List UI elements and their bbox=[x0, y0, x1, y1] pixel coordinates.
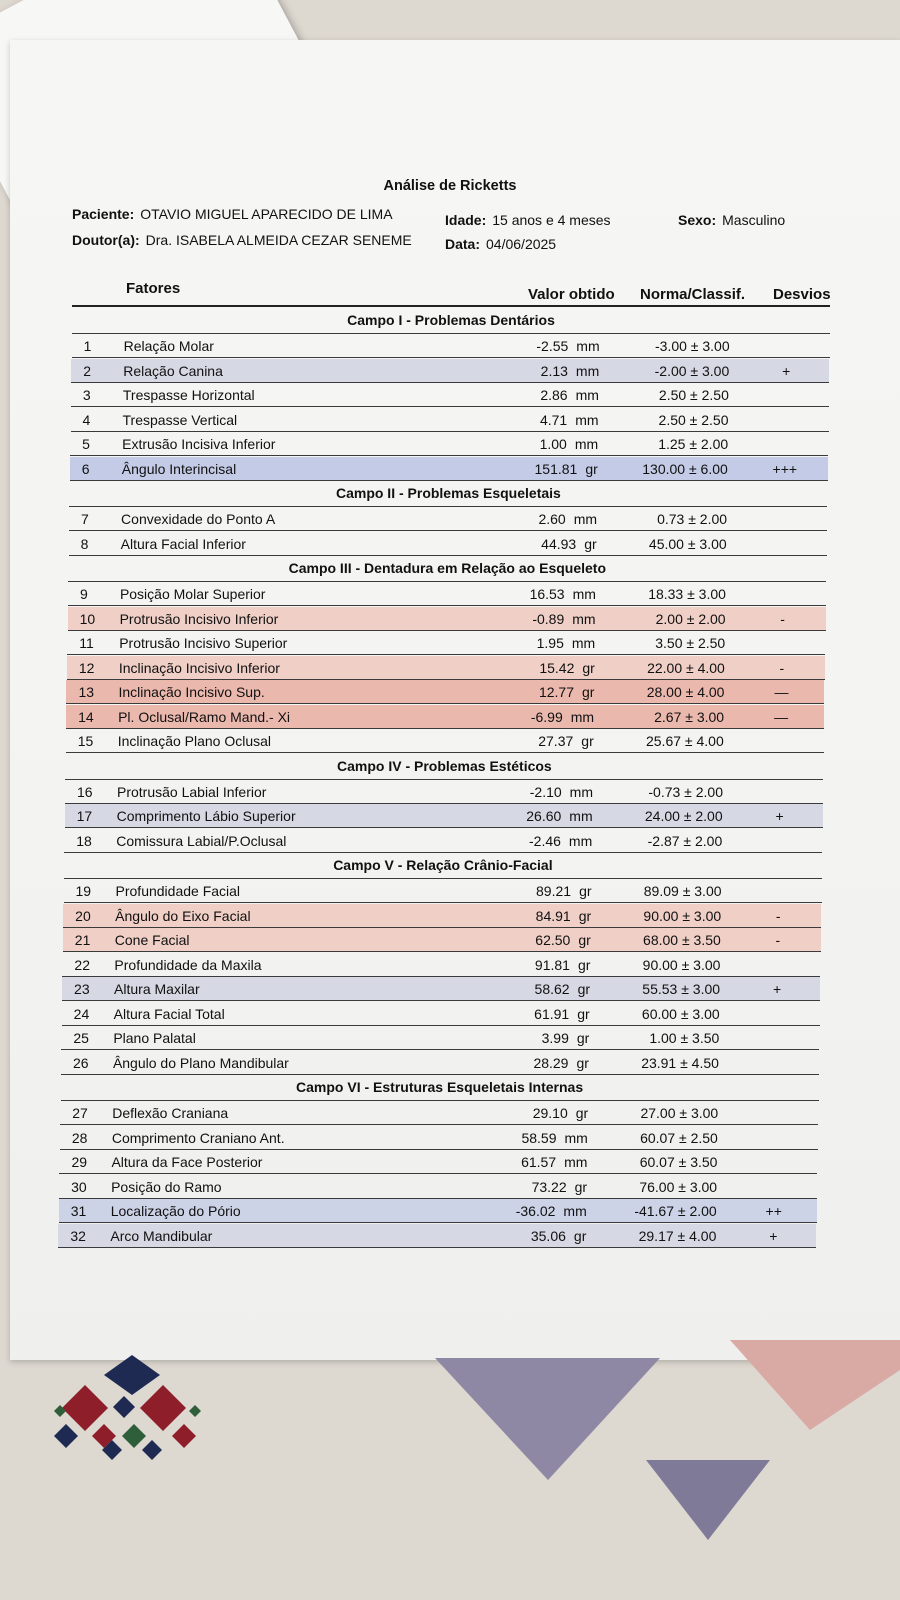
table-row bbox=[59, 1199, 817, 1223]
row-number: 3 bbox=[82, 387, 91, 403]
measured-value bbox=[535, 461, 598, 477]
row-number: 11 bbox=[79, 635, 94, 651]
norm-value: 90.00 ± 3.00 bbox=[643, 907, 722, 924]
row-number: 25 bbox=[73, 1030, 89, 1046]
value-number: 89.21 bbox=[536, 883, 572, 899]
table-row bbox=[64, 829, 822, 853]
value-unit: mm bbox=[573, 511, 598, 527]
patient-name: OTAVIO MIGUEL APARECIDO DE LIMA bbox=[140, 206, 393, 222]
value-number: 28.29 bbox=[533, 1054, 569, 1071]
section-title: Campo VI - Estruturas Esqueletais Internas bbox=[61, 1075, 819, 1101]
section-title: Campo I - Problemas Dentários bbox=[72, 308, 830, 334]
value-number: 27.37 bbox=[538, 733, 574, 749]
table-row bbox=[61, 1026, 819, 1050]
diamond-shape bbox=[104, 1355, 160, 1395]
value-unit: gr bbox=[577, 981, 591, 997]
measured-value bbox=[542, 1030, 590, 1046]
measured-value bbox=[540, 387, 599, 403]
factor-name: Altura Maxilar bbox=[114, 981, 200, 997]
value-unit: gr bbox=[576, 1054, 589, 1071]
factor-name: Localização do Pório bbox=[110, 1203, 241, 1219]
deviation-mark: — bbox=[774, 708, 789, 725]
deviation-mark: + bbox=[772, 981, 782, 997]
norm-value: 29.17 ± 4.00 bbox=[638, 1227, 717, 1244]
factor-name: Ângulo do Plano Mandibular bbox=[112, 1054, 289, 1071]
norm-value: 60.07 ± 3.50 bbox=[639, 1154, 718, 1170]
row-number: 21 bbox=[74, 932, 91, 948]
row-number: 22 bbox=[74, 956, 90, 973]
factor-name: Cone Facial bbox=[114, 932, 190, 948]
measured-value bbox=[539, 660, 595, 676]
value-number: 91.81 bbox=[534, 956, 570, 973]
value-number: 2.13 bbox=[540, 362, 568, 379]
value-unit: mm bbox=[569, 783, 593, 800]
deviation-mark: — bbox=[774, 684, 789, 700]
value-unit: gr bbox=[585, 460, 598, 477]
report-title: Análise de Ricketts bbox=[383, 178, 517, 194]
measured-value bbox=[530, 784, 593, 800]
value-unit: gr bbox=[575, 1105, 589, 1121]
table-row bbox=[65, 804, 823, 828]
value-number: -2.55 bbox=[536, 338, 569, 354]
value-unit: mm bbox=[572, 610, 596, 627]
measured-value bbox=[516, 1203, 587, 1219]
measured-value bbox=[521, 1154, 587, 1170]
row-number: 31 bbox=[70, 1203, 87, 1219]
row-number: 9 bbox=[79, 586, 88, 602]
factor-name: Altura da Face Posterior bbox=[111, 1154, 263, 1170]
row-number: 8 bbox=[80, 535, 89, 552]
norm-value: 2.67 ± 3.00 bbox=[654, 708, 725, 725]
deviation-mark: - bbox=[780, 610, 785, 627]
norm-value: 23.91 ± 4.50 bbox=[641, 1054, 719, 1071]
table-row bbox=[72, 334, 830, 358]
factor-name: Protrusão Labial Inferior bbox=[117, 783, 267, 800]
table-row bbox=[60, 1126, 818, 1150]
row-number: 1 bbox=[83, 338, 92, 354]
norm-value: 68.00 ± 3.50 bbox=[643, 932, 721, 948]
norm-value: 1.00 ± 3.50 bbox=[649, 1030, 720, 1046]
doctor-label: Doutor(a): bbox=[72, 232, 140, 248]
value-unit: gr bbox=[574, 1178, 588, 1195]
value-unit: gr bbox=[577, 956, 591, 973]
value-number: 84.91 bbox=[535, 907, 571, 924]
value-unit: mm bbox=[570, 708, 595, 725]
row-number: 29 bbox=[71, 1154, 88, 1170]
factor-name: Comprimento Lábio Superior bbox=[116, 808, 296, 824]
value-unit: gr bbox=[582, 684, 595, 700]
value-unit: mm bbox=[569, 808, 593, 824]
table-row bbox=[59, 1175, 817, 1199]
factor-name: Inclinação Incisivo Inferior bbox=[118, 659, 280, 676]
table-row bbox=[68, 582, 826, 606]
value-number: 16.53 bbox=[529, 586, 565, 602]
triangle-shape bbox=[730, 1340, 900, 1430]
row-number: 15 bbox=[77, 733, 94, 749]
value-unit: gr bbox=[582, 659, 595, 676]
row-number: 26 bbox=[72, 1054, 89, 1071]
age-label: Idade: bbox=[445, 212, 487, 228]
value-unit: mm bbox=[575, 387, 599, 403]
table-row bbox=[62, 953, 820, 977]
value-unit: mm bbox=[572, 586, 596, 602]
factor-name: Deflexão Craniana bbox=[112, 1105, 229, 1121]
measured-value bbox=[539, 684, 595, 700]
row-number: 20 bbox=[75, 907, 91, 924]
norm-value: 27.00 ± 3.00 bbox=[640, 1105, 719, 1121]
value-number: -36.02 bbox=[515, 1203, 556, 1219]
row-number: 24 bbox=[73, 1005, 90, 1022]
value-number: 2.86 bbox=[540, 387, 568, 403]
norm-value: 90.00 ± 3.00 bbox=[642, 956, 721, 973]
row-number: 32 bbox=[70, 1227, 86, 1244]
value-number: 3.99 bbox=[541, 1030, 569, 1046]
factor-name: Trespasse Vertical bbox=[122, 411, 238, 428]
table-row bbox=[69, 532, 827, 556]
diamond-shape bbox=[113, 1396, 135, 1418]
measured-value bbox=[529, 833, 592, 849]
norm-value: 25.67 ± 4.00 bbox=[645, 733, 724, 749]
value-unit: mm bbox=[575, 362, 600, 379]
section-title: Campo V - Relação Crânio-Facial bbox=[64, 853, 822, 879]
section-title: Campo III - Dentadura em Relação ao Esqueleto bbox=[68, 556, 826, 582]
deviation-mark: - bbox=[779, 659, 785, 676]
value-unit: mm bbox=[564, 1154, 588, 1170]
measured-value bbox=[531, 1228, 587, 1244]
value-unit: mm bbox=[564, 1129, 588, 1146]
value-unit: gr bbox=[578, 907, 592, 924]
measured-value bbox=[541, 363, 600, 379]
deviation-mark: + bbox=[775, 808, 784, 824]
table-row bbox=[67, 631, 825, 655]
table-row bbox=[63, 928, 821, 952]
table-row bbox=[68, 607, 826, 631]
table-row bbox=[59, 1150, 817, 1174]
value-number: -6.99 bbox=[530, 708, 563, 725]
value-unit: gr bbox=[573, 1227, 587, 1244]
diamond-shape bbox=[172, 1424, 196, 1448]
factor-name: Relação Molar bbox=[123, 338, 214, 354]
table-row bbox=[66, 680, 824, 704]
section-title: Campo IV - Problemas Estéticos bbox=[65, 754, 823, 780]
norm-value: 45.00 ± 3.00 bbox=[648, 535, 727, 552]
measured-value bbox=[541, 536, 597, 552]
background-pattern bbox=[0, 1340, 900, 1600]
deviation-mark: ++ bbox=[765, 1203, 782, 1219]
value-number: -2.10 bbox=[529, 783, 562, 800]
triangle-shape bbox=[435, 1358, 660, 1480]
factor-name: Protrusão Incisivo Inferior bbox=[119, 610, 279, 627]
measured-value bbox=[537, 635, 596, 651]
value-unit: gr bbox=[584, 535, 597, 552]
factor-name: Inclinação Plano Oclusal bbox=[117, 733, 272, 749]
factor-name: Profundidade Facial bbox=[115, 883, 241, 899]
norm-value: 3.50 ± 2.50 bbox=[655, 635, 726, 651]
norm-value: 2.50 ± 2.50 bbox=[658, 387, 729, 403]
value-unit: gr bbox=[577, 1005, 590, 1022]
factor-name: Convexidade do Ponto A bbox=[121, 511, 276, 527]
value-number: 44.93 bbox=[541, 535, 577, 552]
row-number: 30 bbox=[71, 1178, 87, 1195]
measured-value bbox=[535, 957, 591, 973]
value-number: 15.42 bbox=[539, 659, 575, 676]
measured-value bbox=[526, 808, 592, 824]
norm-value: 24.00 ± 2.00 bbox=[644, 808, 723, 824]
value-number: -0.89 bbox=[532, 610, 565, 627]
value-number: 58.62 bbox=[534, 981, 570, 997]
measured-value bbox=[532, 611, 595, 627]
norm-value: 89.09 ± 3.00 bbox=[643, 883, 722, 899]
value-number: 61.91 bbox=[534, 1005, 570, 1022]
value-unit: mm bbox=[574, 436, 599, 452]
measured-value bbox=[532, 1179, 588, 1195]
value-unit: mm bbox=[568, 832, 593, 849]
table-row bbox=[66, 729, 824, 753]
norm-value: -3.00 ± 3.00 bbox=[655, 338, 730, 354]
value-number: 29.10 bbox=[532, 1105, 568, 1121]
row-number: 13 bbox=[78, 684, 95, 700]
factor-name: Ângulo do Eixo Facial bbox=[115, 907, 251, 924]
value-number: 4.71 bbox=[539, 411, 568, 428]
factor-name: Plano Palatal bbox=[113, 1030, 196, 1046]
factor-name: Altura Facial Inferior bbox=[120, 535, 246, 552]
row-number: 14 bbox=[78, 708, 94, 725]
norm-value: 22.00 ± 4.00 bbox=[647, 659, 725, 676]
factor-name: Comissura Labial/P.Oclusal bbox=[116, 832, 287, 849]
measured-value bbox=[535, 981, 591, 997]
doctor-name: Dra. ISABELA ALMEIDA CEZAR SENEME bbox=[145, 232, 412, 248]
row-number: 19 bbox=[75, 883, 92, 899]
table-row bbox=[65, 780, 823, 804]
value-number: 58.59 bbox=[521, 1129, 557, 1146]
factor-name: Profundidade da Maxila bbox=[114, 956, 262, 973]
value-unit: mm bbox=[571, 635, 596, 651]
measured-value bbox=[536, 908, 592, 924]
row-number: 23 bbox=[74, 981, 90, 997]
table-row bbox=[60, 1101, 818, 1125]
measured-value bbox=[521, 1130, 587, 1146]
deviation-mark: + bbox=[782, 362, 791, 379]
row-number: 17 bbox=[76, 808, 93, 824]
value-unit: mm bbox=[563, 1203, 587, 1219]
table-row bbox=[64, 879, 822, 903]
measured-value bbox=[531, 709, 594, 725]
table-row bbox=[61, 1051, 819, 1075]
value-number: 35.06 bbox=[530, 1227, 566, 1244]
table-row bbox=[67, 656, 825, 680]
value-number: 1.95 bbox=[536, 635, 564, 651]
value-unit: gr bbox=[578, 932, 591, 948]
diamond-shape bbox=[122, 1424, 146, 1448]
table-row bbox=[70, 457, 828, 481]
row-number: 10 bbox=[79, 610, 96, 627]
header-deviation: Desvios bbox=[773, 286, 831, 303]
table-row bbox=[63, 904, 821, 928]
norm-value: 0.73 ± 2.00 bbox=[657, 511, 728, 527]
value-number: 2.60 bbox=[538, 511, 566, 527]
header-factors: Fatores bbox=[126, 280, 181, 297]
norm-value: -41.67 ± 2.00 bbox=[634, 1203, 717, 1219]
age-value: 15 anos e 4 meses bbox=[492, 212, 611, 228]
norm-value: 2.50 ± 2.50 bbox=[658, 411, 729, 428]
table-row bbox=[62, 977, 820, 1001]
factor-name: Relação Canina bbox=[123, 362, 223, 379]
diamond-shape bbox=[189, 1405, 201, 1417]
row-number: 16 bbox=[77, 783, 93, 800]
deviation-mark: +++ bbox=[772, 460, 798, 477]
table-row bbox=[62, 1002, 820, 1026]
factor-name: Altura Facial Total bbox=[113, 1005, 225, 1022]
row-number: 4 bbox=[82, 411, 91, 428]
norm-value: 76.00 ± 3.00 bbox=[639, 1178, 718, 1195]
table-row bbox=[66, 705, 824, 729]
table-row bbox=[71, 383, 829, 407]
value-unit: mm bbox=[575, 411, 599, 428]
patient-label: Paciente: bbox=[72, 206, 135, 222]
factor-name: Trespasse Horizontal bbox=[122, 387, 255, 403]
value-unit: gr bbox=[576, 1030, 590, 1046]
diamond-shape bbox=[140, 1385, 186, 1431]
norm-value: 55.53 ± 3.00 bbox=[642, 981, 721, 997]
table-row bbox=[58, 1224, 816, 1248]
date-label: Data: bbox=[445, 236, 481, 252]
row-number: 6 bbox=[81, 460, 90, 477]
norm-value: 1.25 ± 2.00 bbox=[658, 436, 729, 452]
measured-value bbox=[534, 1006, 590, 1022]
value-unit: gr bbox=[579, 883, 592, 899]
value-number: 1.00 bbox=[539, 436, 567, 452]
value-number: 26.60 bbox=[526, 808, 562, 824]
triangle-shape bbox=[646, 1460, 770, 1540]
deviation-mark: - bbox=[775, 932, 781, 948]
factor-name: Ângulo Interincisal bbox=[121, 460, 237, 477]
measured-value bbox=[538, 733, 594, 749]
factor-name: Arco Mandibular bbox=[110, 1227, 213, 1244]
measured-value bbox=[538, 511, 597, 527]
value-number: 12.77 bbox=[538, 684, 575, 700]
norm-value: 2.00 ± 2.00 bbox=[655, 610, 726, 627]
deviation-mark: + bbox=[769, 1227, 778, 1244]
measured-value bbox=[533, 1105, 589, 1121]
value-number: 73.22 bbox=[531, 1178, 567, 1195]
table-row bbox=[69, 507, 827, 531]
norm-value: 18.33 ± 3.00 bbox=[648, 586, 726, 602]
measured-value bbox=[533, 1055, 589, 1071]
norm-value: 28.00 ± 4.00 bbox=[646, 684, 725, 700]
norm-value: -2.00 ± 3.00 bbox=[654, 362, 730, 379]
measured-value bbox=[536, 338, 599, 354]
factor-name: Posição do Ramo bbox=[111, 1178, 222, 1195]
measured-value bbox=[540, 412, 599, 428]
norm-value: 130.00 ± 6.00 bbox=[642, 460, 728, 477]
measured-value bbox=[536, 883, 592, 899]
factor-name: Inclinação Incisivo Sup. bbox=[118, 684, 265, 700]
value-unit: gr bbox=[581, 733, 594, 749]
diamond-shape bbox=[54, 1424, 78, 1448]
factor-name: Comprimento Craniano Ant. bbox=[111, 1129, 285, 1146]
norm-value: 60.07 ± 2.50 bbox=[640, 1129, 718, 1146]
measured-value bbox=[530, 586, 596, 602]
header-value: Valor obtido bbox=[528, 286, 615, 303]
header-norm: Norma/Classif. bbox=[640, 286, 746, 303]
factor-name: Protrusão Incisivo Superior bbox=[119, 635, 288, 651]
measured-value bbox=[540, 436, 599, 452]
norm-value: 60.00 ± 3.00 bbox=[641, 1005, 720, 1022]
table-row bbox=[71, 408, 829, 432]
section-title: Campo II - Problemas Esqueletais bbox=[69, 481, 827, 507]
row-number: 2 bbox=[83, 362, 92, 379]
row-number: 12 bbox=[78, 659, 95, 676]
deviation-mark: - bbox=[775, 907, 781, 924]
factor-name: Extrusão Incisiva Inferior bbox=[122, 436, 276, 452]
measured-value bbox=[535, 932, 591, 948]
value-number: -2.46 bbox=[529, 832, 561, 849]
row-number: 7 bbox=[81, 511, 89, 527]
value-number: 62.50 bbox=[535, 932, 571, 948]
row-number: 18 bbox=[76, 832, 92, 849]
row-number: 28 bbox=[71, 1129, 88, 1146]
value-number: 61.57 bbox=[521, 1154, 557, 1170]
diamond-shape bbox=[62, 1385, 108, 1431]
date-value: 04/06/2025 bbox=[486, 236, 557, 252]
diamond-shape bbox=[142, 1440, 162, 1460]
norm-value: -2.87 ± 2.00 bbox=[647, 832, 723, 849]
table-row bbox=[70, 432, 828, 456]
norm-value: -0.73 ± 2.00 bbox=[648, 783, 723, 800]
factor-name: Pl. Oclusal/Ramo Mand.- Xi bbox=[118, 708, 291, 725]
sex-value: Masculino bbox=[722, 212, 786, 228]
value-unit: mm bbox=[576, 338, 600, 354]
table-row bbox=[71, 359, 829, 383]
row-number: 5 bbox=[82, 436, 90, 452]
row-number: 27 bbox=[72, 1105, 88, 1121]
value-number: 151.81 bbox=[534, 460, 578, 477]
sex-label: Sexo: bbox=[678, 212, 717, 228]
factor-name: Posição Molar Superior bbox=[119, 586, 266, 602]
